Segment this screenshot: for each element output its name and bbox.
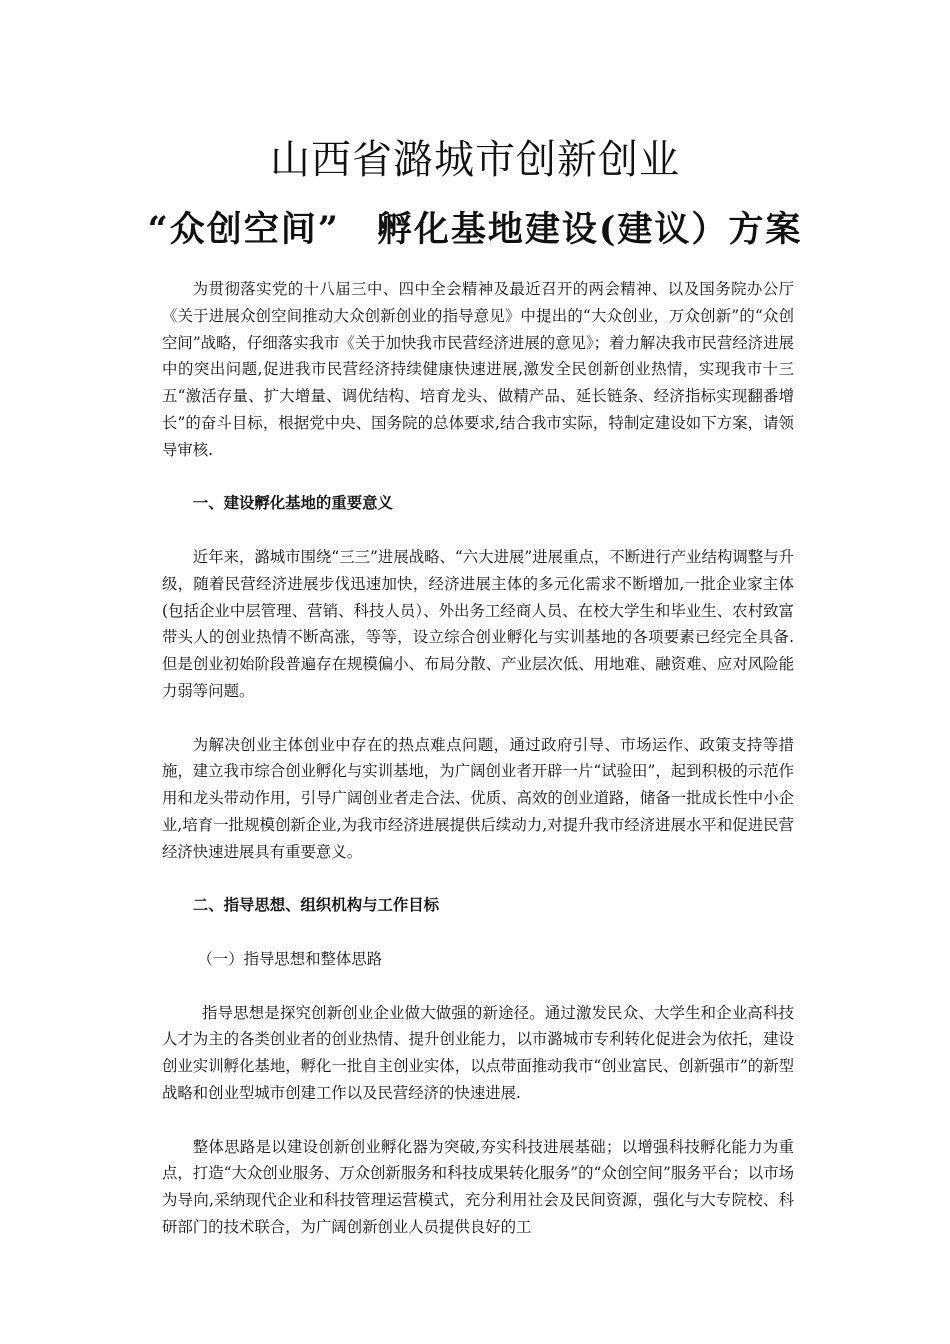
- section-2-paragraph-1: 指导思想是探究创新创业企业做大做强的新途径。通过激发民众、大学生和企业高科技人才为主的各类创业者的创业热情、提升创业能力，以市潞城市专利转化促进会为依托，建设创业实训孵化基地，孵化一批自主创业实体，以点带面推动我市“创业富民、创新强市”的新型战略和创业型城市创建工作以及民营经济的快速进展.: [162, 1003, 794, 1102]
- section-1-paragraph-2: 为解决创业主体创业中存在的热点难点问题，通过政府引导、市场运作、政策支持等措施，建立我市综合创业孵化与实训基地，为广阔创业者开辟一片“试验田”，起到积极的示范作用和龙头带动作用，引导广阔创业者走合法、优质、高效的创业道路，储备一批成长性中小企业,培育一批规模创新企业,为我市经济进展提供后续动力,对提升我市经济进展水平和促进民营经济快速进展具有重要意义。: [162, 735, 794, 861]
- section-2-heading: 二、指导思想、组织机构与工作目标: [192, 896, 440, 915]
- section-1-paragraph-1: 近年来，潞城市围绕“三三”进展战略、“六大进展”进展重点，不断进行产业结构调整与升级，随着民营经济进展步伐迅速加快，经济进展主体的多元化需求不断增加,一批企业家主体(包括企业中层管理、营销、科技人员）、外出务工经商人员、在校大学生和毕业生、农村致富带头人的创业热情不断高涨，等等，设立综合创业孵化与实训基地的各项要素已经完全具备.但是创业初始阶段普遍存在规模偏小、布局分散、产业层次低、用地难、融资难、应对风险能力弱等问题。: [162, 547, 794, 700]
- section-2-subheading-1: （一）指导思想和整体思路: [197, 949, 383, 968]
- section-1-heading: 一、建设孵化基地的重要意义: [192, 494, 393, 513]
- title-line-1: 山西省潞城市创新创业: [270, 137, 680, 183]
- intro-paragraph: 为贯彻落实党的十八届三中、四中全会精神及最近召开的两会精神、以及国务院办公厅《关于进展众创空间推动大众创新创业的指导意见》中提出的“大众创业，万众创新”的“众创空间”战略，仔细落实我市《关于加快我市民营经济进展的意见》；着力解决我市民营经济进展中的突出问题,促进我市民营经济持续健康快速进展,激发全民创新创业热情，实现我市十三五“激活存量、扩大增量、调优结构、培育龙头、做精产品、延长链条、经济指标实现翻番增长”的奋斗目标，根据党中央、国务院的总体要求,结合我市实际，特制定建设如下方案，请领导审核.: [162, 280, 794, 459]
- section-2-paragraph-2: 整体思路是以建设创新创业孵化器为突破,夯实科技进展基础；以增强科技孵化能力为重点，打造“大众创业服务、万众创新服务和科技成果转化服务”的“众创空间”服务平台；以市场为导向,采纳现代企业和科技管理运营模式，充分利用社会及民间资源，强化与大专院校、科研部门的技术联合，为广阔创新创业人员提供良好的工: [162, 1137, 794, 1236]
- document-body: [162, 276, 794, 1241]
- title-line-2: “众创空间” 孵化基地建设(建议）方案: [147, 209, 803, 250]
